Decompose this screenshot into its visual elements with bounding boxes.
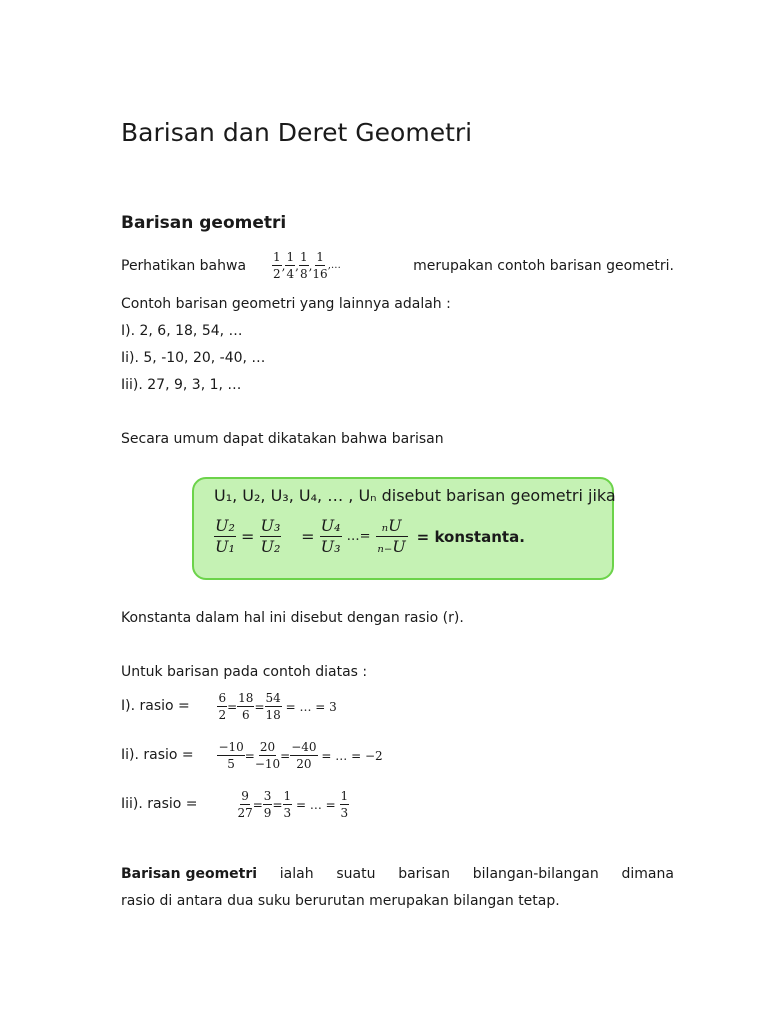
word: dimana (621, 866, 674, 882)
fraction: $\frac{20}{-10}$ (254, 740, 281, 771)
definition-paragraph-line1 (121, 866, 674, 882)
ratio-fraction: $\frac{\text{U₄}}{\text{U₃}}$ (320, 516, 341, 556)
page-title: Barisan dan Deret Geometri (121, 118, 473, 147)
fraction: $\frac{1}{3}$ (340, 789, 349, 820)
ratio-note: Konstanta dalam hal ini disebut dengan rasio (r). (121, 610, 464, 626)
fraction: $\frac{18}{6}$ (238, 691, 254, 722)
intro-line (121, 251, 674, 287)
fraction: $\frac{1}{8}$ (299, 250, 308, 281)
rasio-row: Iii). rasio = $\frac{9}{27}$ = $\frac{3}{9}$ = $\frac{1}{3}$ = … = $\frac{1}{3}$ (121, 789, 349, 820)
example-item: Iii). 27, 9, 3, 1, … (121, 377, 242, 393)
example-item: I). 2, 6, 18, 54, … (121, 323, 243, 339)
example-item: Ii). 5, -10, 20, -40, … (121, 350, 266, 366)
fraction: $\frac{1}{3}$ (283, 789, 292, 820)
rasio-row: Ii). rasio = $\frac{-10}{5}$ = $\frac{20}{-10}$ = $\frac{-40}{20}$ = … = −2 (121, 740, 383, 771)
word: bilangan-bilangan (472, 866, 599, 882)
intro-prefix: Perhatikan bahwa (121, 258, 247, 274)
fraction: $\frac{-10}{5}$ (218, 740, 244, 771)
intro-suffix: merupakan contoh barisan geometri. (413, 258, 674, 274)
ratio-fraction: $\frac{\text{ₙU}}{\text{ₙ₋U}}$ (377, 516, 406, 556)
definition-paragraph-line2: rasio di antara dua suku berurutan merupakan bilangan tetap. (121, 893, 560, 909)
ratio-fraction: $\frac{\text{U₃}}{\text{U₂}}$ (260, 516, 281, 556)
word: barisan (398, 866, 451, 882)
examples-heading: Untuk barisan pada contoh diatas : (121, 664, 368, 680)
fraction: $\frac{1}{16}$ (312, 250, 328, 281)
definition-result: = konstanta. (416, 527, 525, 546)
fraction: $\frac{1}{4}$ (286, 250, 295, 281)
section-heading: Barisan geometri (121, 213, 287, 233)
examples-intro: Contoh barisan geometri yang lainnya adalah : (121, 296, 451, 312)
fraction: $\frac{54}{18}$ (265, 691, 281, 722)
definition-term: Barisan geometri (121, 866, 258, 882)
fraction: $\frac{6}{2}$ (218, 691, 227, 722)
fraction: $\frac{9}{27}$ (237, 789, 253, 820)
ratio-fraction: $\frac{\text{U₂}}{\text{U₁}}$ (215, 516, 235, 556)
definition-sequence: U₁, U₂, U₃, U₄, … , Uₙ disebut barisan geometri jika (214, 486, 616, 505)
rasio-row: I). rasio = $\frac{6}{2}$ = $\frac{18}{6}$ = $\frac{54}{18}$ = … = 3 (121, 691, 337, 722)
intro-fractions: $\frac{1}{2}$ , $\frac{1}{4}$ , $\frac{1}{8}$ , $\frac{1}{16}$ ,… (273, 250, 341, 281)
fraction: $\frac{1}{2}$ (273, 250, 281, 281)
fraction: $\frac{3}{9}$ (263, 789, 272, 820)
word: suatu (336, 866, 376, 882)
word: ialah (279, 866, 314, 882)
definition-ratios: $\frac{\text{U₂}}{\text{U₁}}$ = $\frac{\text{U₃}}{\text{U₂}}$ = $\frac{\text{U₄}}{\text{U₃}}$ …= $\frac{\text{ₙU}}{\text{ₙ₋U}}$ = konstanta. (215, 516, 525, 556)
general-statement: Secara umum dapat dikatakan bahwa barisan (121, 431, 444, 447)
fraction: $\frac{-40}{20}$ (291, 740, 317, 771)
